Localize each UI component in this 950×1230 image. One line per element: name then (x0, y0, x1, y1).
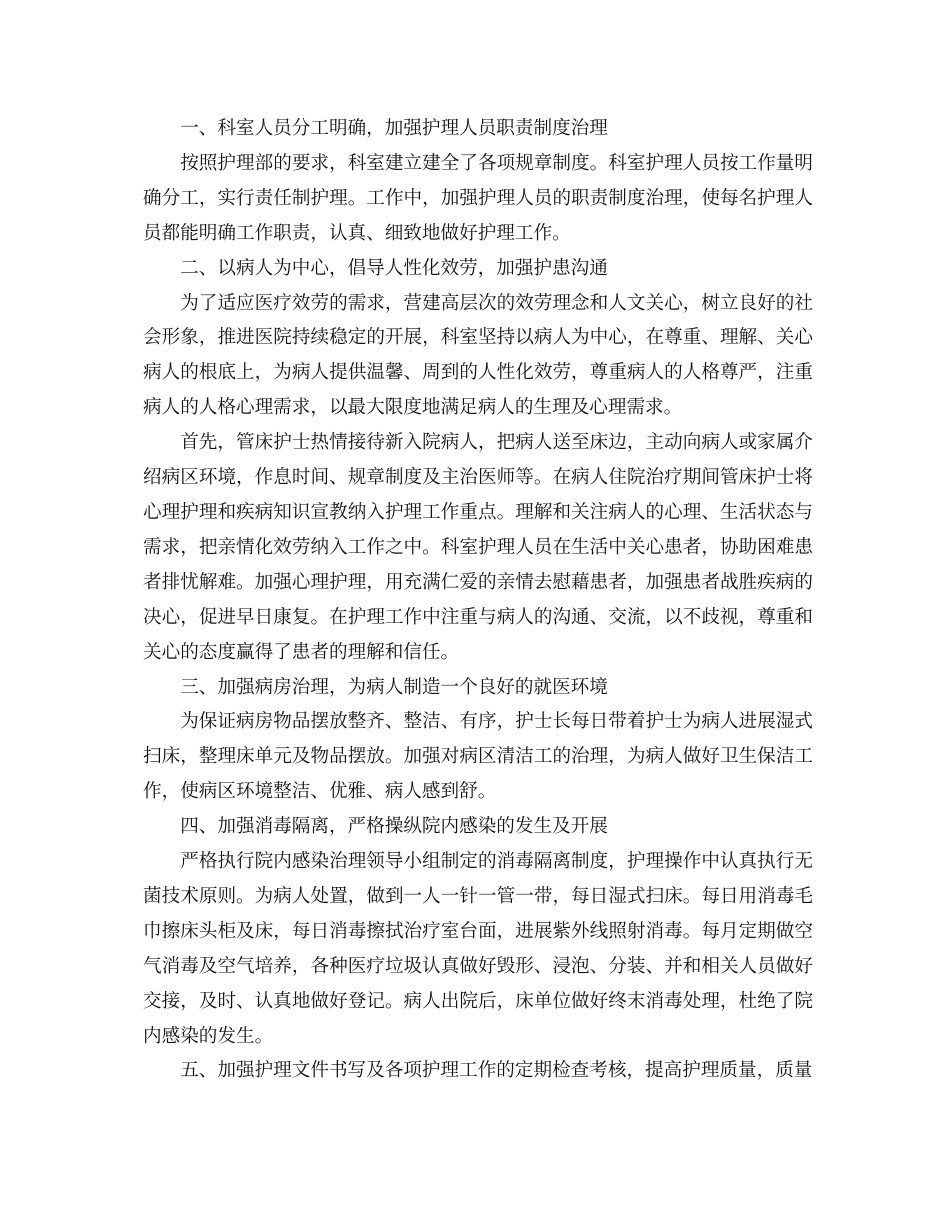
section-heading-5: 五、加强护理文件书写及各项护理工作的定期检查考核，提高护理质量，质量 (180, 1060, 813, 1082)
paragraph-1: 按照护理部的要求，科室建立建全了各项规章制度。科室护理人员按工作量明确分工，实行责任制护理。工作中，加强护理人员的职责制度治理，使每名护理人员都能明确工作职责，认真、细致地做好护理工作。 (143, 152, 813, 244)
paragraph-5: 严格执行院内感染治理领导小组制定的消毒隔离制度，护理操作中认真执行无菌技术原则。为病人处置，做到一人一针一管一带，每日湿式扫床。每日用消毒毛巾擦床头柜及床，每日消毒擦拭治疗室台面，进展紫外线照射消毒。每月定期做空气消毒及空气培养，各种医疗垃圾认真做好毁形、浸泡、分装、并和相关人员做好交接，及时、认真地做好登记。病人出院后，床单位做好终末消毒处理，杜绝了院内感染的发生。 (143, 851, 813, 1047)
paragraph-2: 为了适应医疗效劳的需求，营建高层次的效劳理念和人文关心，树立良好的社会形象，推进医院持续稳定的开展，科室坚持以病人为中心，在尊重、理解、关心病人的根底上，为病人提供温馨、周到的人性化效劳，尊重病人的人格尊严，注重病人的人格心理需求，以最大限度地满足病人的生理及心理需求。 (143, 292, 813, 419)
paragraph-4: 为保证病房物品摆放整齐、整洁、有序，护士长每日带着护士为病人进展湿式扫床，整理床单元及物品摆放。加强对病区清洁工的治理，为病人做好卫生保洁工作，使病区环境整洁、优雅、病人感到舒。 (143, 711, 813, 803)
section-heading-4: 四、加强消毒隔离，严格操纵院内感染的发生及开展 (180, 816, 608, 838)
paragraph-3: 首先，管床护士热情接待新入院病人，把病人送至床边，主动向病人或家属介绍病区环境，作息时间、规章制度及主治医师等。在病人住院治疗期间管床护士将心理护理和疾病知识宣教纳入护理工作重点。理解和关注病人的心理、生活状态与需求，把亲情化效劳纳入工作之中。科室护理人员在生活中关心患者，协助困难患者排忧解难。加强心理护理，用充满仁爱的亲情去慰藉患者，加强患者战胜疾病的决心，促进早日康复。在护理工作中注重与病人的沟通、交流，以不歧视，尊重和关心的态度赢得了患者的理解和信任。 (143, 432, 813, 663)
section-heading-2: 二、以病人为中心，倡导人性化效劳，加强护患沟通 (180, 257, 608, 279)
section-heading-1: 一、科室人员分工明确，加强护理人员职责制度治理 (180, 118, 608, 139)
section-heading-3: 三、加强病房治理，为病人制造一个良好的就医环境 (180, 676, 608, 698)
document-body (143, 112, 813, 1089)
